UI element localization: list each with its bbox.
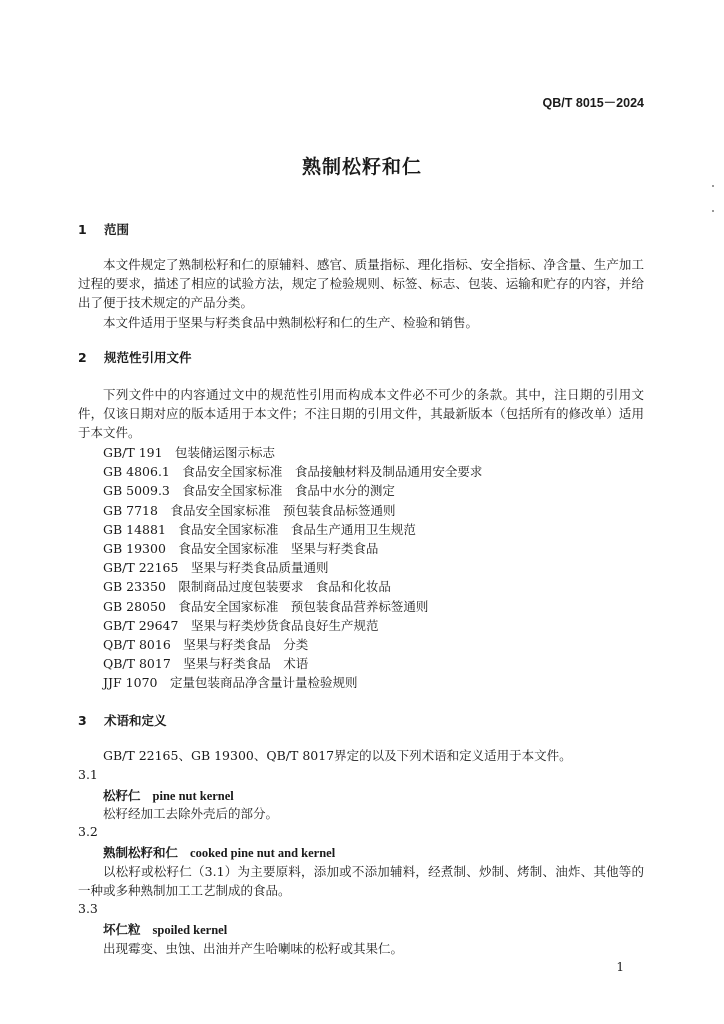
term-name-zh: 松籽仁 bbox=[103, 788, 141, 803]
section-3-heading bbox=[78, 711, 167, 729]
term-definition: 松籽经加工去除外壳后的部分。 bbox=[103, 806, 279, 821]
section-2-heading bbox=[78, 348, 192, 366]
section-number: 3 bbox=[78, 713, 87, 728]
page-number: 1 bbox=[616, 960, 624, 974]
reference-item: GB/T 191 包装储运图示标志 bbox=[103, 445, 276, 460]
standard-code: QB/T 8015－2024 bbox=[542, 96, 644, 110]
section-title: 规范性引用文件 bbox=[104, 350, 192, 365]
reference-item: GB 14881 食品安全国家标准 食品生产通用卫生规范 bbox=[103, 521, 416, 537]
reference-item: GB 4806.1 食品安全国家标准 食品接触材料及制品通用安全要求 bbox=[103, 464, 483, 480]
reference-item: JJF 1070 定量包装商品净含量计量检验规则 bbox=[103, 675, 358, 691]
term-definition: 以松籽或松籽仁（3.1）为主要原料，添加或不添加辅料，经煮制、炒制、烤制、油炸、其他等的一种或多种熟制加工工艺制成的食品。 bbox=[78, 864, 644, 898]
document-title: 熟制松籽和仁 bbox=[301, 156, 422, 178]
term-number: 3.1 bbox=[78, 767, 98, 782]
section-number: 2 bbox=[78, 350, 87, 365]
section-title: 范围 bbox=[104, 222, 130, 237]
term-name-zh: 坏仁粒 bbox=[103, 922, 141, 937]
reference-item: GB 5009.3 食品安全国家标准 食品中水分的测定 bbox=[103, 483, 395, 499]
reference-item: GB/T 22165 坚果与籽类食品质量通则 bbox=[103, 560, 329, 576]
section-number: 1 bbox=[78, 222, 87, 237]
scan-mark bbox=[712, 210, 714, 212]
reference-item: QB/T 8017 坚果与籽类食品 术语 bbox=[103, 656, 309, 672]
reference-item: GB 23350 限制商品过度包装要求 食品和化妆品 bbox=[103, 579, 391, 595]
reference-item: GB 19300 食品安全国家标准 坚果与籽类食品 bbox=[103, 540, 379, 556]
term-name bbox=[103, 843, 335, 861]
section-1-heading bbox=[78, 220, 129, 238]
term-name-en: pine nut kernel bbox=[152, 789, 234, 803]
term-name bbox=[103, 786, 234, 804]
normative-references-intro: 下列文件中的内容通过文中的规范性引用而构成本文件必不可少的条款。其中，注日期的引用文件，仅该日期对应的版本适用于本文件；不注日期的引用文件，其最新版本（包括所有的修改单）适用于本文件。 bbox=[78, 387, 644, 440]
term-definition: 出现霉变、虫蚀、出油并产生哈喇味的松籽或其果仁。 bbox=[103, 941, 404, 956]
terms-intro: GB/T 22165、GB 19300、QB/T 8017界定的以及下列术语和定义适用于本文件。 bbox=[103, 748, 572, 763]
scan-mark bbox=[712, 185, 714, 187]
term-name-en: spoiled kernel bbox=[152, 923, 228, 937]
term-number: 3.2 bbox=[78, 824, 98, 839]
scope-paragraph-1: 本文件规定了熟制松籽和仁的原辅料、感官、质量指标、理化指标、安全指标、净含量、生产加工过程的要求，描述了相应的试验方法，规定了检验规则、标签、标志、包装、运输和贮存的内容，并给出了便于技术规定的产品分类。 bbox=[78, 257, 644, 310]
term-name bbox=[103, 920, 227, 938]
reference-item: GB 7718 食品安全国家标准 预包装食品标签通则 bbox=[103, 502, 396, 518]
reference-item: QB/T 8016 坚果与籽类食品 分类 bbox=[103, 636, 309, 652]
section-title: 术语和定义 bbox=[104, 713, 167, 728]
reference-list bbox=[103, 443, 482, 692]
reference-item: GB/T 29647 坚果与籽类炒货食品良好生产规范 bbox=[103, 617, 379, 633]
term-name-zh: 熟制松籽和仁 bbox=[103, 845, 179, 860]
scope-paragraph-2: 本文件适用于坚果与籽类食品中熟制松籽和仁的生产、检验和销售。 bbox=[103, 315, 479, 330]
reference-item: GB 28050 食品安全国家标准 预包装食品营养标签通则 bbox=[103, 598, 429, 614]
term-number: 3.3 bbox=[78, 901, 98, 916]
term-name-en: cooked pine nut and kernel bbox=[190, 846, 336, 860]
